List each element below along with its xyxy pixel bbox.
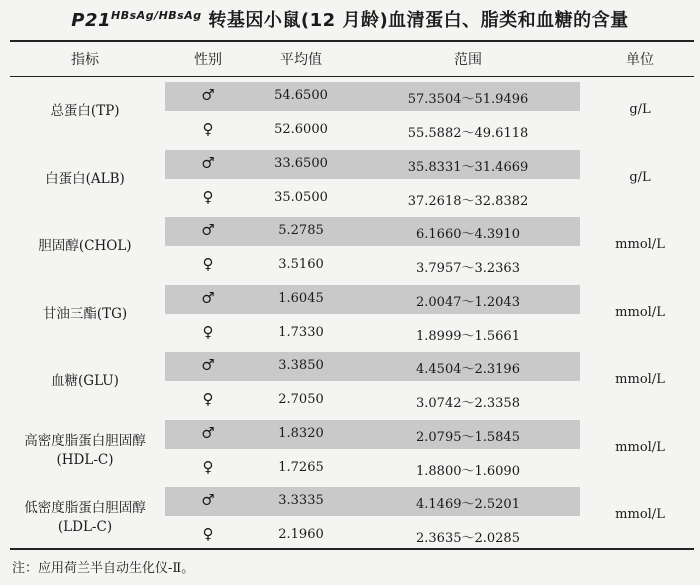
sex-male: ♂ — [201, 288, 215, 307]
sex-male: ♂ — [201, 221, 215, 239]
indicator-label: 总蛋白(TP) — [50, 103, 120, 119]
mean-female: 1.7330 — [278, 324, 324, 340]
mean-male: 33.6500 — [274, 155, 328, 171]
mean-female: 3.5160 — [278, 257, 324, 272]
sex-female: ♀ — [202, 187, 214, 206]
header-mean: 平均值 — [280, 52, 322, 68]
range-female: 2.3635～2.0285 — [416, 531, 520, 546]
mean-male: 3.3850 — [278, 358, 324, 373]
bottom-rule — [10, 548, 694, 550]
unit-label: mmol/L — [615, 237, 665, 252]
sex-male: ♂ — [201, 86, 215, 104]
range-male: 57.3504～51.9496 — [407, 92, 529, 107]
header-rule — [10, 76, 694, 77]
range-male: 35.8331～31.4669 — [407, 159, 529, 175]
unit-label: mmol/L — [615, 304, 665, 320]
indicator-label: 低密度脂蛋白胆固醇 — [24, 500, 146, 516]
mean-male: 54.6500 — [274, 88, 328, 103]
range-male: 4.1469～2.5201 — [416, 497, 520, 512]
mean-male: 3.3335 — [278, 493, 324, 508]
mean-male: 5.2785 — [278, 223, 324, 238]
table-title — [0, 6, 700, 32]
sex-male: ♂ — [201, 491, 215, 509]
range-female: 37.2618～32.8382 — [407, 193, 529, 209]
mean-female: 2.7050 — [278, 392, 324, 407]
indicator-abbrev: (LDL-C) — [57, 519, 113, 535]
indicator-label: 胆固醇(CHOL) — [38, 238, 132, 254]
title-text: 转基因小鼠(12 月龄)血清蛋白、脂类和血糖的含量 — [208, 10, 629, 31]
unit-label: g/L — [629, 102, 651, 117]
mean-female: 1.7265 — [278, 459, 324, 475]
unit-label: mmol/L — [615, 439, 665, 455]
sex-male: ♂ — [201, 356, 215, 374]
range-male: 6.1660～4.3910 — [416, 227, 520, 242]
header-range: 范围 — [454, 52, 482, 68]
top-rule — [10, 40, 694, 42]
title-superscript: HBsAg/HBsAg — [111, 9, 202, 22]
sex-male: ♂ — [201, 423, 215, 442]
range-female: 55.5882～49.6118 — [407, 126, 529, 141]
range-female: 3.7957～3.2363 — [416, 261, 520, 276]
range-male: 2.0047～1.2043 — [416, 294, 520, 310]
sex-female: ♀ — [202, 457, 214, 476]
indicator-label: 高密度脂蛋白胆固醇 — [24, 432, 146, 449]
mean-female: 2.1960 — [278, 527, 324, 542]
title-prefix: P21 — [71, 10, 112, 31]
sex-female: ♀ — [202, 525, 214, 543]
mean-female: 52.6000 — [274, 122, 328, 137]
indicator-label: 白蛋白(ALB) — [45, 170, 125, 187]
sex-female: ♀ — [202, 255, 214, 273]
header-sex: 性别 — [194, 52, 222, 68]
indicator-label: 甘油三酯(TG) — [42, 305, 128, 322]
sex-female: ♀ — [202, 322, 214, 341]
sex-male: ♂ — [201, 153, 215, 172]
range-male: 2.0795～1.5845 — [416, 429, 520, 445]
unit-label: mmol/L — [615, 372, 665, 387]
header-indicator: 指标 — [71, 52, 99, 68]
unit-label: mmol/L — [615, 507, 665, 522]
indicator-label: 血糖(GLU) — [51, 373, 119, 389]
range-female: 3.0742～2.3358 — [416, 396, 520, 411]
range-male: 4.4504～2.3196 — [416, 362, 520, 377]
sex-female: ♀ — [202, 120, 214, 138]
mean-male: 1.8320 — [278, 425, 324, 441]
mean-female: 35.0500 — [274, 189, 328, 205]
sex-female: ♀ — [202, 390, 214, 408]
range-female: 1.8999～1.5661 — [416, 328, 520, 344]
table-note: 注：应用荷兰半自动生化仪-Ⅱ。 — [12, 561, 195, 576]
unit-label: g/L — [629, 169, 651, 185]
header-unit: 单位 — [626, 52, 654, 68]
indicator-abbrev: (HDL-C) — [56, 451, 114, 468]
mean-male: 1.6045 — [278, 290, 324, 306]
range-female: 1.8800～1.6090 — [416, 463, 520, 479]
